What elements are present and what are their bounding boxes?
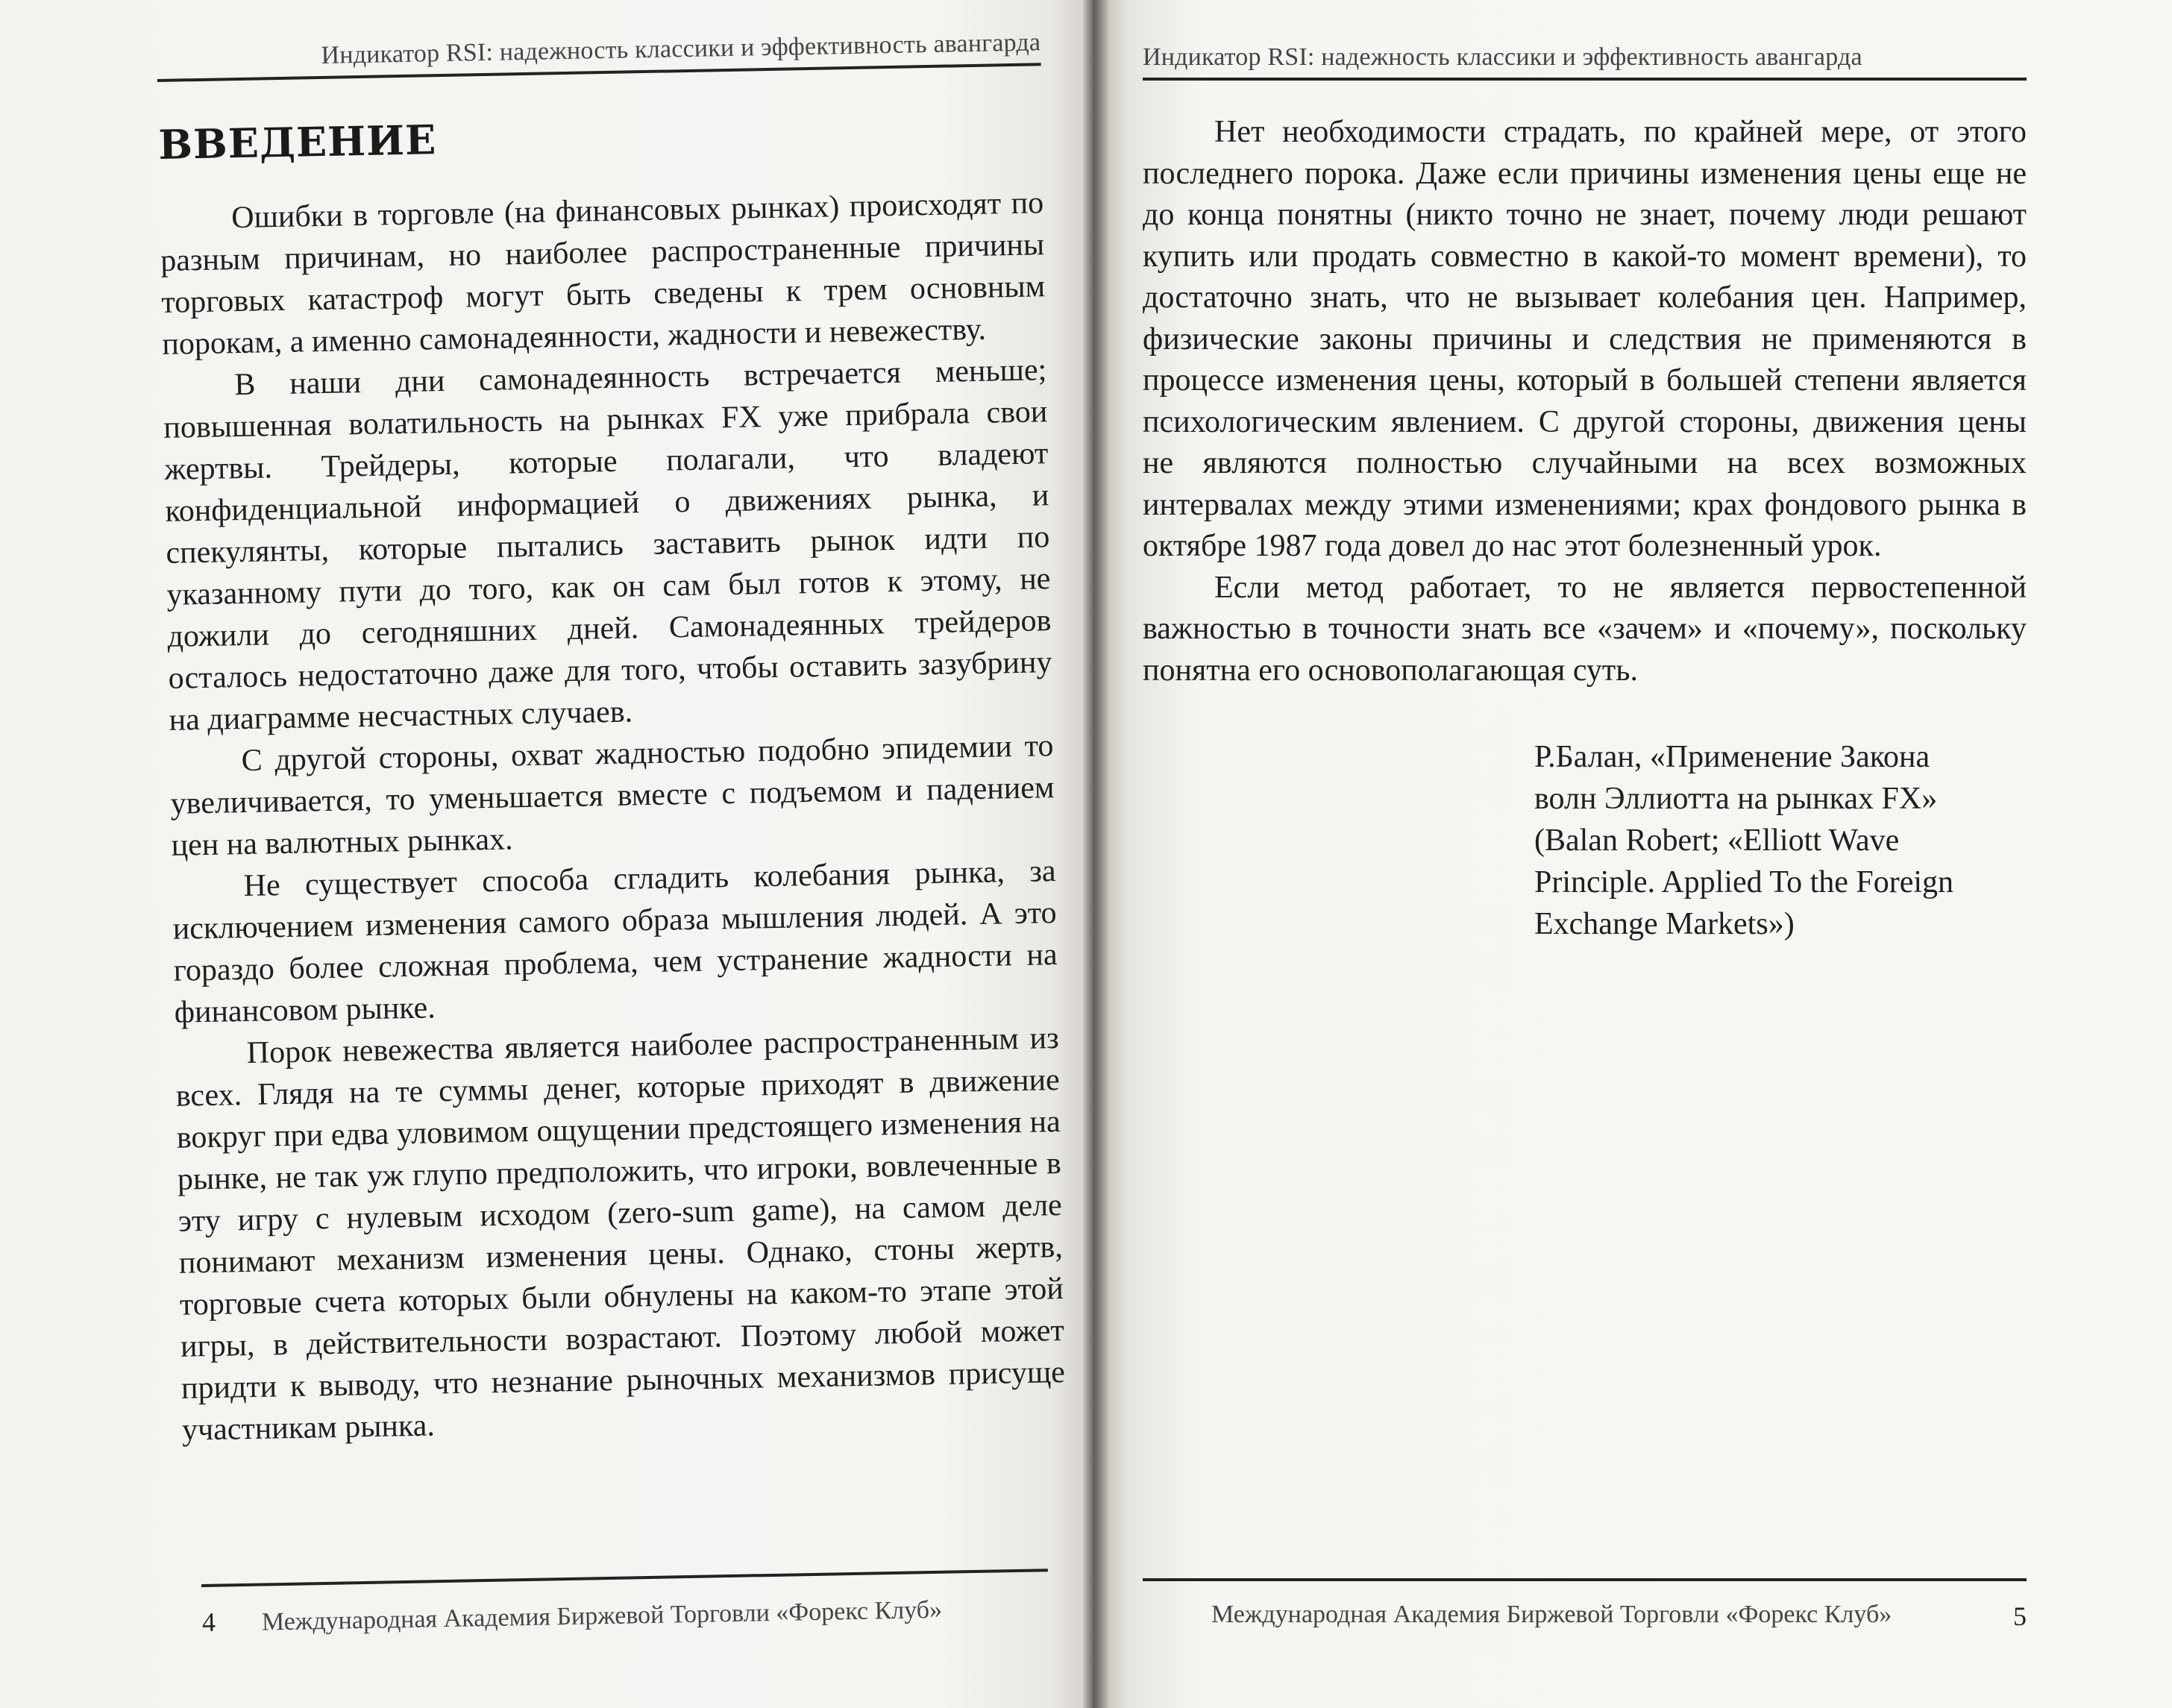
right-body-text bbox=[1143, 112, 2027, 691]
left-page-number: 4 bbox=[201, 1607, 216, 1637]
right-footer bbox=[1143, 1578, 2027, 1629]
book-gutter bbox=[1083, 0, 1108, 1708]
left-page-content bbox=[157, 28, 1066, 1451]
chapter-heading: ВВЕДЕНИЕ bbox=[157, 116, 437, 169]
citation-line-5: Exchange Markets») bbox=[1534, 907, 1795, 941]
right-paragraph-2: Если метод работает, то не является первостепенной важностью в точности знать все «зачем» и «почему», поскольку понятна его основополагающая суть. bbox=[1143, 570, 2027, 688]
citation-block bbox=[1534, 736, 2027, 945]
left-paragraph-3: С другой стороны, охват жадностью подобно эпидемии то увеличивается, то уменьшается вместе с подъемом и падением цен на валютных рынках. bbox=[170, 729, 1055, 863]
citation-line-2: волн Эллиотта на рынках FX» bbox=[1534, 782, 1938, 816]
citation-line-3: (Balan Robert; «Elliott Wave bbox=[1534, 823, 1900, 858]
left-paragraph-1: Ошибки в торговле (на финансовых рынках) происходят по разным причинам, но наиболее распространенные причины торговых катастроф могут быть сведены к трем основным порокам, а именно самонадеянности, жадности и невежеству. bbox=[160, 186, 1046, 362]
left-paragraph-4: Не существует способа сгладить колебания рынка, за исключением изменения самого образа мышления людей. А это гораздо более сложная проблема, чем устранение жадности на финансовом рынке. bbox=[172, 854, 1058, 1030]
citation-line-4: Principle. Applied To the Foreign bbox=[1534, 865, 1954, 899]
left-paragraph-5: Порок невежества является наиболее распространенным из всех. Глядя на те суммы денег, которые приходят в движение вокруг при едва уловимом ощущении предстоящего изменения на рынке, не так уж глупо предположить, что игроки, вовлеченные в эту игру с нулевым исходом (zero-sum game), на самом деле понимают механизм изменения цены. Однако, стоны жертв, торговые счета которых были обнулены на каком-то этапе этой игры, в действительности возрастают. Поэтому любой может придти к выводу, что незнание рыночных механизмов присуще участникам рынка. bbox=[175, 1021, 1066, 1448]
right-paragraph-1: Нет необходимости страдать, по крайней мере, от этого последнего порока. Даже если причины изменения цены еще не до конца понятны (никто точно не знает, почему люди решают купить или продать совместно в какой-то момент времени), то достаточно знать, что не вызывает колебания цен. Например, физические законы причины и следствия не применяются в процессе изменения цены, который в большей степени является психологическим явлением. С другой стороны, движения цены не являются полностью случайными на всех возможных интервалах между этими изменениями; крах фондового рынка в октябре 1987 года довел до нас этот болезненный урок. bbox=[1143, 115, 2027, 563]
right-running-head: Индикатор RSI: надежность классики и эффективность авангарда bbox=[1143, 43, 2027, 81]
citation-line-1: Р.Балан, «Применение Закона bbox=[1534, 740, 1930, 774]
left-footer-text: Международная Академия Биржевой Торговли «Форекс Клуб» bbox=[261, 1595, 943, 1636]
left-body-text bbox=[160, 182, 1067, 1451]
right-page-content bbox=[1143, 43, 2027, 945]
right-page-number: 5 bbox=[2013, 1601, 2027, 1631]
right-footer-text: Международная Академия Биржевой Торговли «Форекс Клуб» bbox=[1211, 1601, 1892, 1628]
left-running-head: Индикатор RSI: надежность классики и эффективность авангарда bbox=[157, 28, 1041, 82]
left-paragraph-2: В наши дни самонадеянность встречается меньше; повышенная волатильность на рынках FX уже прибрала свои жертвы. Трейдеры, которые полагали, что владеют конфиденциальной информацией о движениях рынка, и спекулянты, которые пытались заставить рынок идти по указанному пути до того, как он сам был готов к этому, не дожили до сегодняшних дней. Самонадеянных трейдеров осталось недостаточно даже для того, чтобы оставить зазубрину на диаграмме несчастных случаев. bbox=[163, 353, 1052, 738]
